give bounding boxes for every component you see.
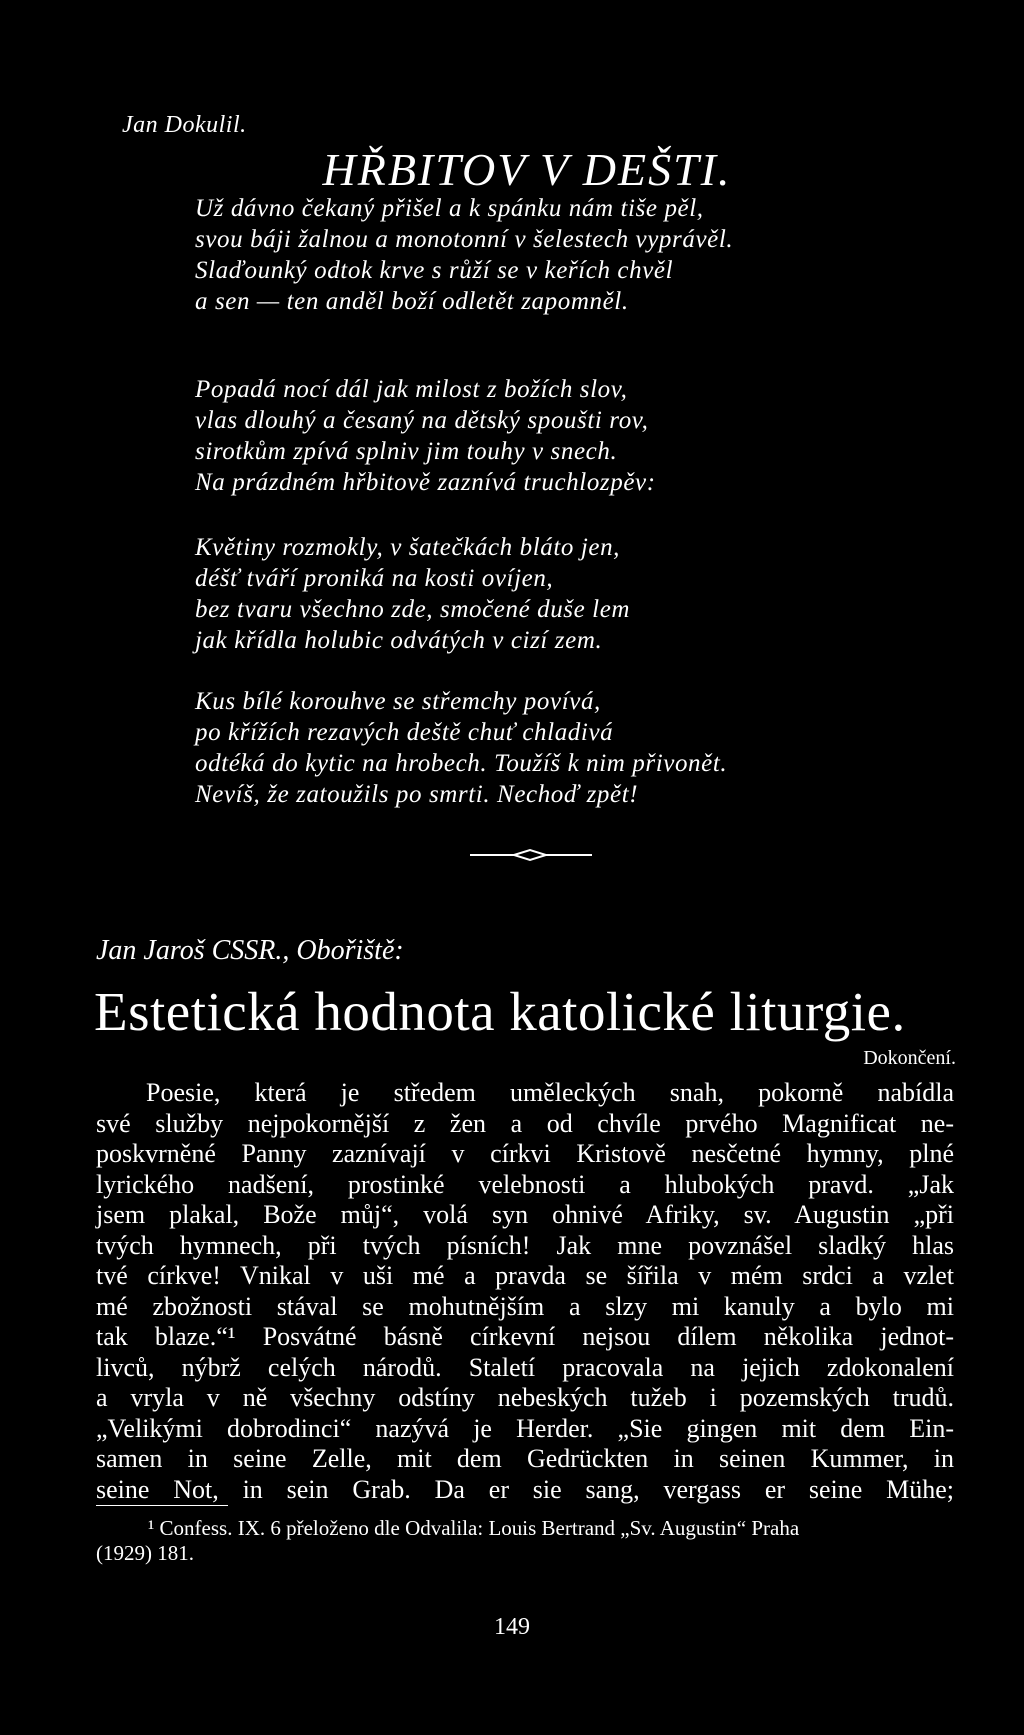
body-line: tvé církve! Vnikal v uši mé a pravda se šířila v mém srdci a vzlet — [96, 1261, 954, 1290]
stanza-1 — [195, 193, 995, 317]
poem-line: jak křídla holubic odvátých v cizí zem. — [195, 627, 603, 654]
article-title: Estetická hodnota katolické liturgie. — [94, 981, 906, 1042]
stanza-4 — [195, 686, 995, 810]
body-line: seine Not, in sein Grab. Da er sie sang, vergass er seine Mühe; — [96, 1474, 954, 1504]
footnote — [96, 1516, 964, 1566]
poem-line: vlas dlouhý a česaný na dětský spoušti rov, — [195, 407, 649, 434]
body-line: mé zbožnosti stával se mohutnějším a slzy mi kanuly a bylo mi — [96, 1291, 954, 1321]
body-line: lyrického nadšení, prostinké velebnosti a hlubokých pravd. „Jak — [96, 1169, 954, 1199]
poem-line: Kus bílé korouhve se střemchy povívá, — [195, 688, 601, 715]
footnote-line: (1929) 181. — [96, 1541, 194, 1565]
divider-ornament — [470, 848, 592, 862]
poem-line: bez tvaru všechno zde, smočené duše lem — [195, 596, 631, 623]
poem-title: HŘBITOV V DEŠTI. — [322, 144, 732, 195]
article-body — [96, 1078, 954, 1505]
body-line: „Velikými dobrodinci“ nazývá je Herder. „Sie gingen mit dem Ein- — [96, 1413, 954, 1443]
stanza-2 — [195, 374, 995, 498]
poem-line: Popadá nocí dál jak milost z božích slov, — [195, 376, 628, 403]
poem-line: Nevíš, že zatoužils po smrti. Nechoď zpět! — [195, 781, 639, 808]
poem-line: Slaďounký odtok krve s růží se v keřích chvěl — [195, 257, 674, 284]
poem-line: po křížích rezavých deště chuť chladivá — [195, 719, 614, 746]
body-line: a vryla v ně všechny odstíny nebeských tužeb i pozemských trudů. — [96, 1383, 954, 1412]
poem-line: déšť tváří proniká na kosti ovíjen, — [195, 565, 554, 592]
body-line: livců, nýbrž celých národů. Staletí pracovala na jejich zdokonalení — [96, 1352, 954, 1382]
footnote-line: ¹ Confess. IX. 6 přeloženo dle Odvalila: Louis Bertrand „Sv. Augustin“ Praha — [148, 1516, 800, 1540]
poem-line: a sen — ten anděl boží odletět zapomněl. — [195, 288, 629, 315]
body-line: tak blaze.“¹ Posvátné básně církevní nejsou dílem několika jednot- — [96, 1322, 954, 1351]
body-line: Poesie, která je středem uměleckých snah, pokorně nabídla — [146, 1078, 954, 1107]
article-author: Jan Jaroš CSSR., Obořiště: — [96, 935, 404, 966]
body-line: poskvrněné Panny zaznívají v církvi Kristově nesčetné hymny, plné — [96, 1139, 954, 1168]
poem-line: svou báji žalnou a monotonní v šelestech vyprávěl. — [195, 226, 734, 253]
body-line: jsem plakal, Bože můj“, volá syn ohnivé Afriky, sv. Augustin „při — [96, 1200, 954, 1229]
page-number: 149 — [494, 1614, 530, 1640]
body-line: tvých hymnech, při tvých písních! Jak mne povznášel sladký hlas — [96, 1230, 954, 1260]
body-line: samen in seine Zelle, mit dem Gedrückten in seinen Kummer, in — [96, 1444, 954, 1473]
poem-line: Už dávno čekaný přišel a k spánku nám tiše pěl, — [195, 195, 704, 222]
poem-line: Na prázdném hřbitově zaznívá truchlozpěv: — [195, 469, 656, 496]
poem-line: Květiny rozmokly, v šatečkách bláto jen, — [195, 534, 621, 561]
footnote-rule — [96, 1505, 228, 1506]
continued-label: Dokončení. — [863, 1047, 956, 1069]
body-line: své služby nejpokornější z žen a od chvíle prvého Magnificat ne- — [96, 1108, 954, 1138]
poem-author: Jan Dokulil. — [122, 112, 247, 138]
stanza-3 — [195, 532, 995, 656]
poem-line: odtéká do kytic na hrobech. Toužíš k nim přivonět. — [195, 750, 728, 777]
poem-line: sirotkům zpívá splniv jim touhy v snech. — [195, 438, 618, 465]
